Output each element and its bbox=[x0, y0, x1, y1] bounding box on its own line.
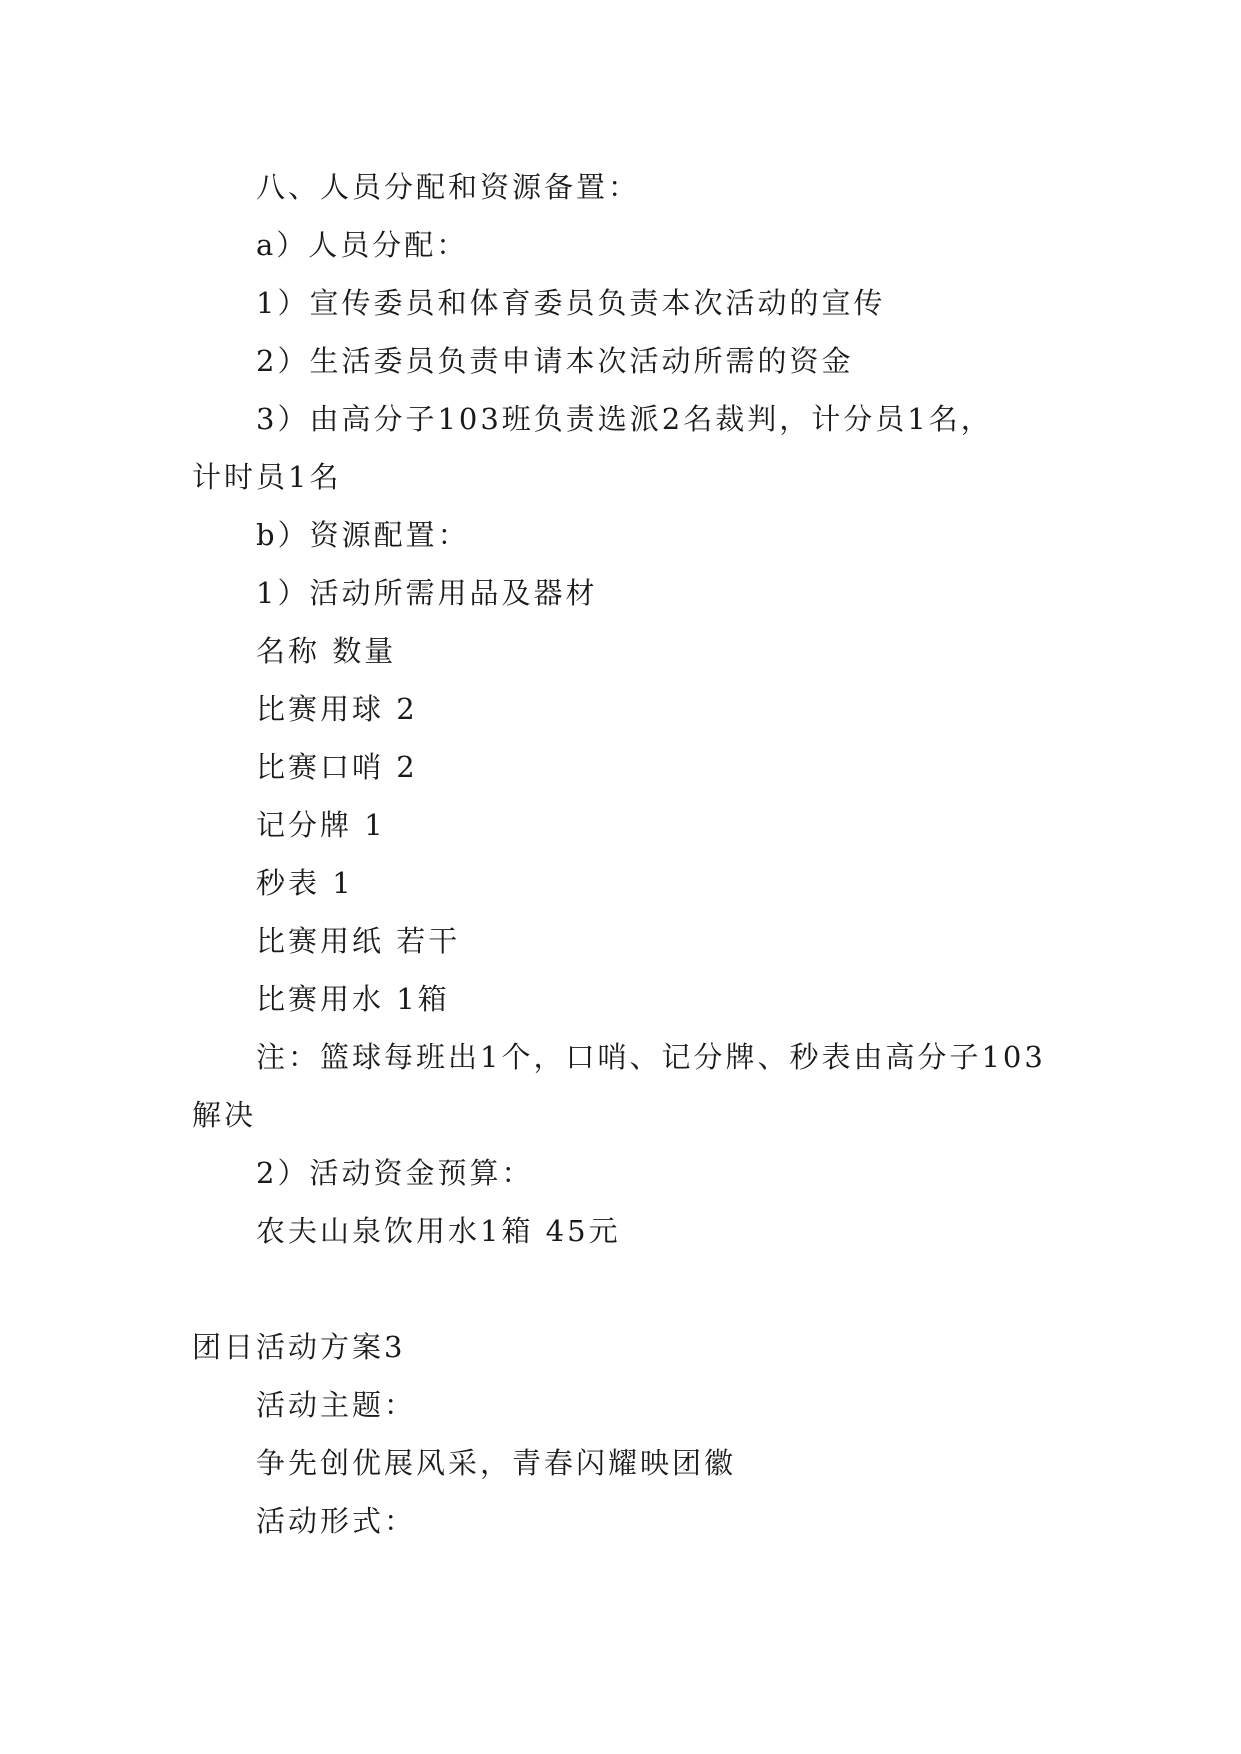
document-body bbox=[192, 158, 1052, 1550]
budget-line: 农夫山泉饮用水1箱 45元 bbox=[256, 1214, 621, 1248]
equipment-row: 秒表 1 bbox=[256, 866, 354, 900]
subheading-staff-allocation: a）人员分配： bbox=[256, 228, 469, 262]
list-item: 1）宣传委员和体育委员负责本次活动的宣传 bbox=[256, 286, 886, 320]
subheading-format: 活动形式： bbox=[256, 1504, 417, 1538]
paragraph-gap bbox=[192, 1260, 1052, 1318]
equipment-row: 比赛用纸 若干 bbox=[256, 924, 461, 958]
theme-text: 争先创优展风采，青春闪耀映团徽 bbox=[256, 1446, 737, 1480]
equipment-row: 比赛用球 2 bbox=[256, 692, 418, 726]
note-line: 注：篮球每班出1个，口哨、记分牌、秒表由高分子103 bbox=[256, 1040, 1046, 1074]
list-item: 1）活动所需用品及器材 bbox=[256, 576, 598, 610]
note-continuation: 解决 bbox=[192, 1098, 257, 1132]
list-item: 2）生活委员负责申请本次活动所需的资金 bbox=[256, 344, 854, 378]
section-title: 团日活动方案3 bbox=[192, 1330, 406, 1364]
list-item: 2）活动资金预算： bbox=[256, 1156, 534, 1190]
list-item-continuation: 计时员1名 bbox=[192, 460, 342, 494]
equipment-row: 记分牌 1 bbox=[256, 808, 386, 842]
section-heading-staffing: 八、人员分配和资源备置： bbox=[256, 170, 641, 204]
equipment-row: 比赛用水 1箱 bbox=[256, 982, 450, 1016]
list-item: 3）由高分子103班负责选派2名裁判，计分员1名， bbox=[256, 402, 993, 436]
equipment-header: 名称 数量 bbox=[256, 634, 397, 668]
subheading-resource-config: b）资源配置： bbox=[256, 518, 470, 552]
equipment-row: 比赛口哨 2 bbox=[256, 750, 418, 784]
subheading-theme: 活动主题： bbox=[256, 1388, 417, 1422]
